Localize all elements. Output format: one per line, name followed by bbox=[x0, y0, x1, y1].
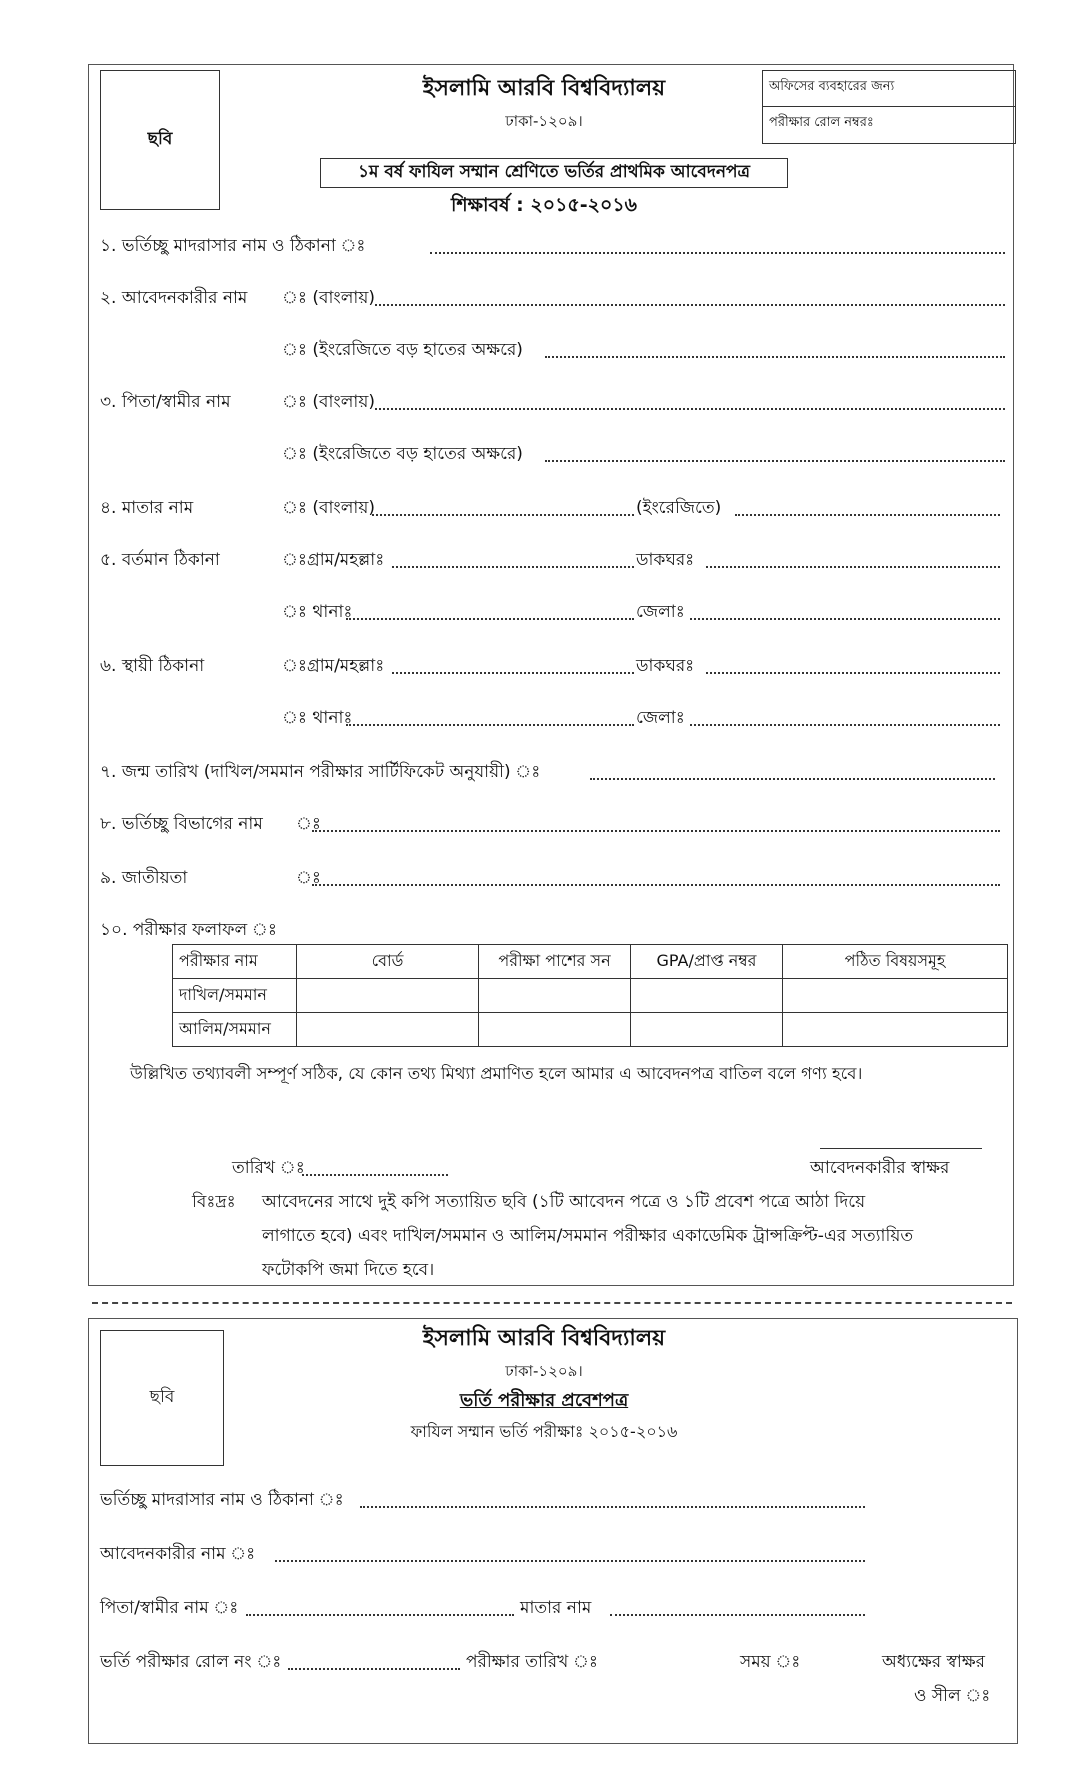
note-label: বিঃদ্রঃ bbox=[192, 1192, 236, 1212]
admit-madrasa-label: ভর্তিচ্ছু মাদরাসার নাম ও ঠিকানা ঃ bbox=[100, 1490, 344, 1510]
q6-district-field[interactable] bbox=[690, 724, 1000, 726]
admit-mother-label: মাতার নাম bbox=[520, 1598, 592, 1618]
q6-thana-field[interactable] bbox=[346, 724, 634, 726]
results-table bbox=[172, 944, 1008, 1047]
table-cell[interactable] bbox=[631, 1013, 783, 1047]
row-label: আলিম/সমমান bbox=[173, 1013, 297, 1047]
q2-english-field[interactable] bbox=[545, 356, 1005, 358]
admit-city: ঢাকা-১২০৯। bbox=[505, 1362, 583, 1380]
office-use-box bbox=[762, 70, 1016, 144]
city: ঢাকা-১২০৯। bbox=[505, 112, 583, 130]
table-header: পঠিত বিষয়সমূহ bbox=[783, 945, 1008, 979]
q8-field[interactable] bbox=[312, 830, 1000, 832]
table-header: বোর্ড bbox=[297, 945, 479, 979]
q5-village-label: ঃগ্রাম/মহল্লাঃ bbox=[282, 550, 385, 570]
table-header-row bbox=[173, 945, 1008, 979]
admit-applicant-field[interactable] bbox=[275, 1560, 865, 1562]
photo-box: ছবি bbox=[100, 70, 220, 210]
admit-roll-field[interactable] bbox=[288, 1668, 460, 1670]
q6-district-label: জেলাঃ bbox=[636, 708, 685, 728]
admit-title: ভর্তি পরীক্ষার প্রবেশপত্র bbox=[459, 1390, 629, 1411]
q5-district-field[interactable] bbox=[690, 618, 1000, 620]
q2-english-label: ঃ (ইংরেজিতে বড় হাতের অক্ষরে) bbox=[282, 340, 523, 360]
q5-label: ৫. বর্তমান ঠিকানা bbox=[100, 550, 220, 570]
admit-roll-label: ভর্তি পরীক্ষার রোল নং ঃ bbox=[100, 1652, 282, 1672]
q8-label: ৮. ভর্তিচ্ছু বিভাগের নাম bbox=[100, 814, 263, 834]
note-line-2: লাগাতে হবে) এবং দাখিল/সমমান ও আলিম/সমমান পরীক্ষার একাডেমিক ট্রান্সক্রিপ্ট-এর সত্যায়িত bbox=[262, 1226, 914, 1246]
q6-village-field[interactable] bbox=[392, 672, 634, 674]
q5-district-label: জেলাঃ bbox=[636, 602, 685, 622]
q3-bangla-label: ঃ (বাংলায়) bbox=[282, 392, 375, 412]
office-use-label: অফিসের ব্যবহারের জন্য bbox=[763, 71, 1015, 107]
admit-card bbox=[88, 1318, 1018, 1744]
q2-bangla-field[interactable] bbox=[375, 304, 1005, 306]
table-cell[interactable] bbox=[479, 979, 631, 1013]
admit-principal-signature: অধ্যক্ষের স্বাক্ষর bbox=[882, 1652, 985, 1672]
q10-label: ১০. পরীক্ষার ফলাফল ঃ bbox=[100, 920, 277, 940]
table-header: পরীক্ষা পাশের সন bbox=[479, 945, 631, 979]
admit-time-label: সময় ঃ bbox=[740, 1652, 801, 1672]
q6-thana-label: ঃ থানাঃ bbox=[282, 708, 353, 728]
table-cell[interactable] bbox=[631, 979, 783, 1013]
table-header: GPA/প্রাপ্ত নম্বর bbox=[631, 945, 783, 979]
admit-mother-field[interactable] bbox=[610, 1614, 865, 1616]
q8-colon: ঃ bbox=[296, 814, 321, 834]
q5-village-field[interactable] bbox=[392, 566, 634, 568]
q7-field[interactable] bbox=[590, 778, 995, 780]
table-header: পরীক্ষার নাম bbox=[173, 945, 297, 979]
q6-label: ৬. স্থায়ী ঠিকানা bbox=[100, 656, 205, 676]
admit-madrasa-field[interactable] bbox=[360, 1506, 865, 1508]
q7-label: ৭. জন্ম তারিখ (দাখিল/সমমান পরীক্ষার সার্টিফিকেট অনুযায়ী) ঃ bbox=[100, 762, 541, 782]
signature-line bbox=[820, 1148, 982, 1149]
admit-exam: ফাযিল সম্মান ভর্তি পরীক্ষাঃ ২০১৫-২০১৬ bbox=[410, 1422, 678, 1441]
q5-thana-label: ঃ থানাঃ bbox=[282, 602, 353, 622]
row-label: দাখিল/সমমান bbox=[173, 979, 297, 1013]
admit-university-name: ইসলামি আরবি বিশ্ববিদ্যালয় bbox=[422, 1326, 666, 1351]
admit-photo-box: ছবি bbox=[100, 1330, 224, 1466]
q5-thana-field[interactable] bbox=[346, 618, 634, 620]
admit-applicant-label: আবেদনকারীর নাম ঃ bbox=[100, 1544, 256, 1564]
q2-bangla-label: ঃ (বাংলায়) bbox=[282, 288, 375, 308]
declaration: উল্লিখিত তথ্যাবলী সম্পূর্ণ সঠিক, যে কোন তথ্য মিথ্যা প্রমাণিত হলে আমার এ আবেদনপত্র বাতিল বলে গণ্য হবে। bbox=[130, 1064, 863, 1083]
admit-father-label: পিতা/স্বামীর নাম ঃ bbox=[100, 1598, 239, 1618]
roll-number-label: পরীক্ষার রোল নম্বরঃ bbox=[769, 115, 874, 130]
table-cell[interactable] bbox=[297, 979, 479, 1013]
q5-post-field[interactable] bbox=[706, 566, 1000, 568]
table-cell[interactable] bbox=[783, 1013, 1008, 1047]
q3-english-label: ঃ (ইংরেজিতে বড় হাতের অক্ষরে) bbox=[282, 444, 523, 464]
q9-label: ৯. জাতীয়তা bbox=[100, 868, 188, 888]
q1-field[interactable] bbox=[430, 252, 1005, 254]
note-line-3: ফটোকপি জমা দিতে হবে। bbox=[262, 1260, 435, 1280]
university-name: ইসলামি আরবি বিশ্ববিদ্যালয় bbox=[422, 76, 666, 101]
table-cell[interactable] bbox=[479, 1013, 631, 1047]
applicant-signature-label: আবেদনকারীর স্বাক্ষর bbox=[810, 1158, 950, 1178]
table-row bbox=[173, 1013, 1008, 1047]
q6-post-label: ডাকঘরঃ bbox=[636, 656, 695, 676]
q1-label: ১. ভর্তিচ্ছু মাদরাসার নাম ও ঠিকানা ঃ bbox=[100, 236, 366, 256]
q4-english-field[interactable] bbox=[735, 514, 1000, 516]
q4-bangla-field[interactable] bbox=[372, 514, 634, 516]
note-line-1: আবেদনের সাথে দুই কপি সত্যায়িত ছবি (১টি আবেদন পত্রে ও ১টি প্রবেশ পত্রে আঠা দিয়ে bbox=[262, 1192, 866, 1212]
table-cell[interactable] bbox=[783, 979, 1008, 1013]
date-field[interactable] bbox=[302, 1174, 448, 1176]
session: শিক্ষাবর্ষ : ২০১৫-২০১৬ bbox=[450, 194, 638, 216]
q6-village-label: ঃগ্রাম/মহল্লাঃ bbox=[282, 656, 385, 676]
admit-exam-date-label: পরীক্ষার তারিখ ঃ bbox=[466, 1652, 598, 1672]
q4-english-label: (ইংরেজিতে) bbox=[636, 498, 722, 518]
admit-seal: ও সীল ঃ bbox=[914, 1686, 991, 1706]
q9-colon: ঃ bbox=[296, 868, 321, 888]
q4-bangla-label: ঃ (বাংলায়) bbox=[282, 498, 375, 518]
table-row bbox=[173, 979, 1008, 1013]
cut-line bbox=[92, 1302, 1012, 1304]
form-subtitle: ১ম বর্ষ ফাযিল সম্মান শ্রেণিতে ভর্তির প্রাথমিক আবেদনপত্র bbox=[320, 158, 788, 188]
q9-field[interactable] bbox=[312, 884, 1000, 886]
q4-label: ৪. মাতার নাম bbox=[100, 498, 194, 518]
q2-label: ২. আবেদনকারীর নাম bbox=[100, 288, 248, 308]
date-label: তারিখ ঃ bbox=[232, 1158, 305, 1178]
q3-bangla-field[interactable] bbox=[375, 408, 1005, 410]
q3-english-field[interactable] bbox=[545, 460, 1005, 462]
q6-post-field[interactable] bbox=[706, 672, 1000, 674]
admit-father-field[interactable] bbox=[246, 1614, 514, 1616]
q5-post-label: ডাকঘরঃ bbox=[636, 550, 695, 570]
q3-label: ৩. পিতা/স্বামীর নাম bbox=[100, 392, 231, 412]
table-cell[interactable] bbox=[297, 1013, 479, 1047]
